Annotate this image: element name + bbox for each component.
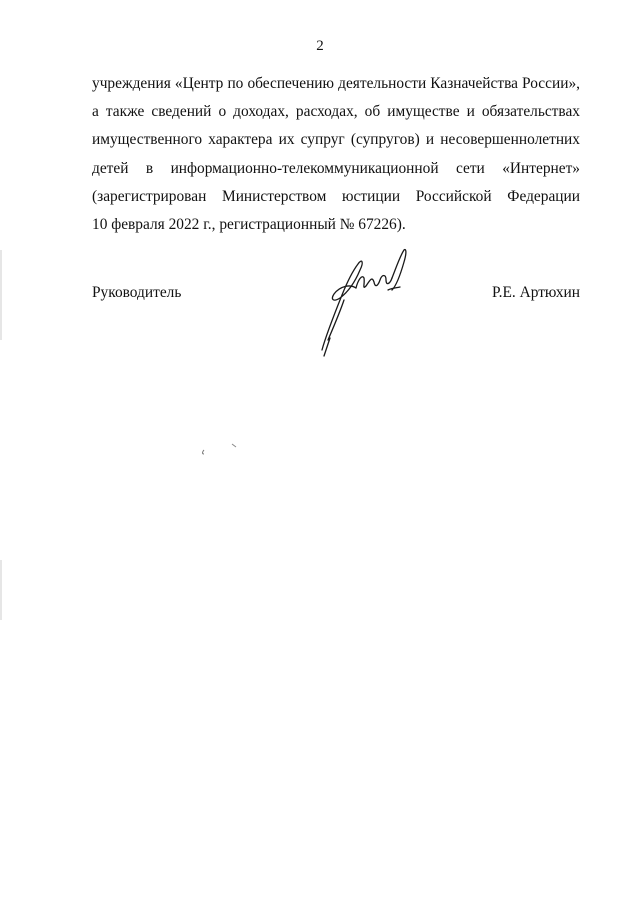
- body-line: учреждения «Центр по обеспечению деятельности Казначейства России»,: [92, 75, 580, 92]
- scan-edge-mark: [0, 250, 2, 340]
- body-line: детей в информационно-телекоммуникационной сети «Интернет»: [92, 159, 580, 177]
- body-paragraph: [92, 70, 580, 239]
- signatory-name: Р.Е. Артюхин: [492, 284, 580, 301]
- body-line: а также сведений о доходах, расходах, об имуществе и обязательствах: [92, 103, 580, 121]
- page-number: 2: [316, 38, 324, 54]
- scan-edge-mark: [0, 560, 2, 620]
- handwritten-signature: [300, 240, 420, 360]
- scan-artifact: [198, 440, 248, 520]
- body-line: имущественного характера их супруг (супругов) и несовершеннолетних: [92, 131, 580, 149]
- signatory-title: Руководитель: [92, 284, 182, 301]
- body-line: (зарегистрирован Министерством юстиции Российской Федерации: [92, 187, 580, 205]
- body-line: 10 февраля 2022 г., регистрационный № 67226).: [92, 216, 406, 234]
